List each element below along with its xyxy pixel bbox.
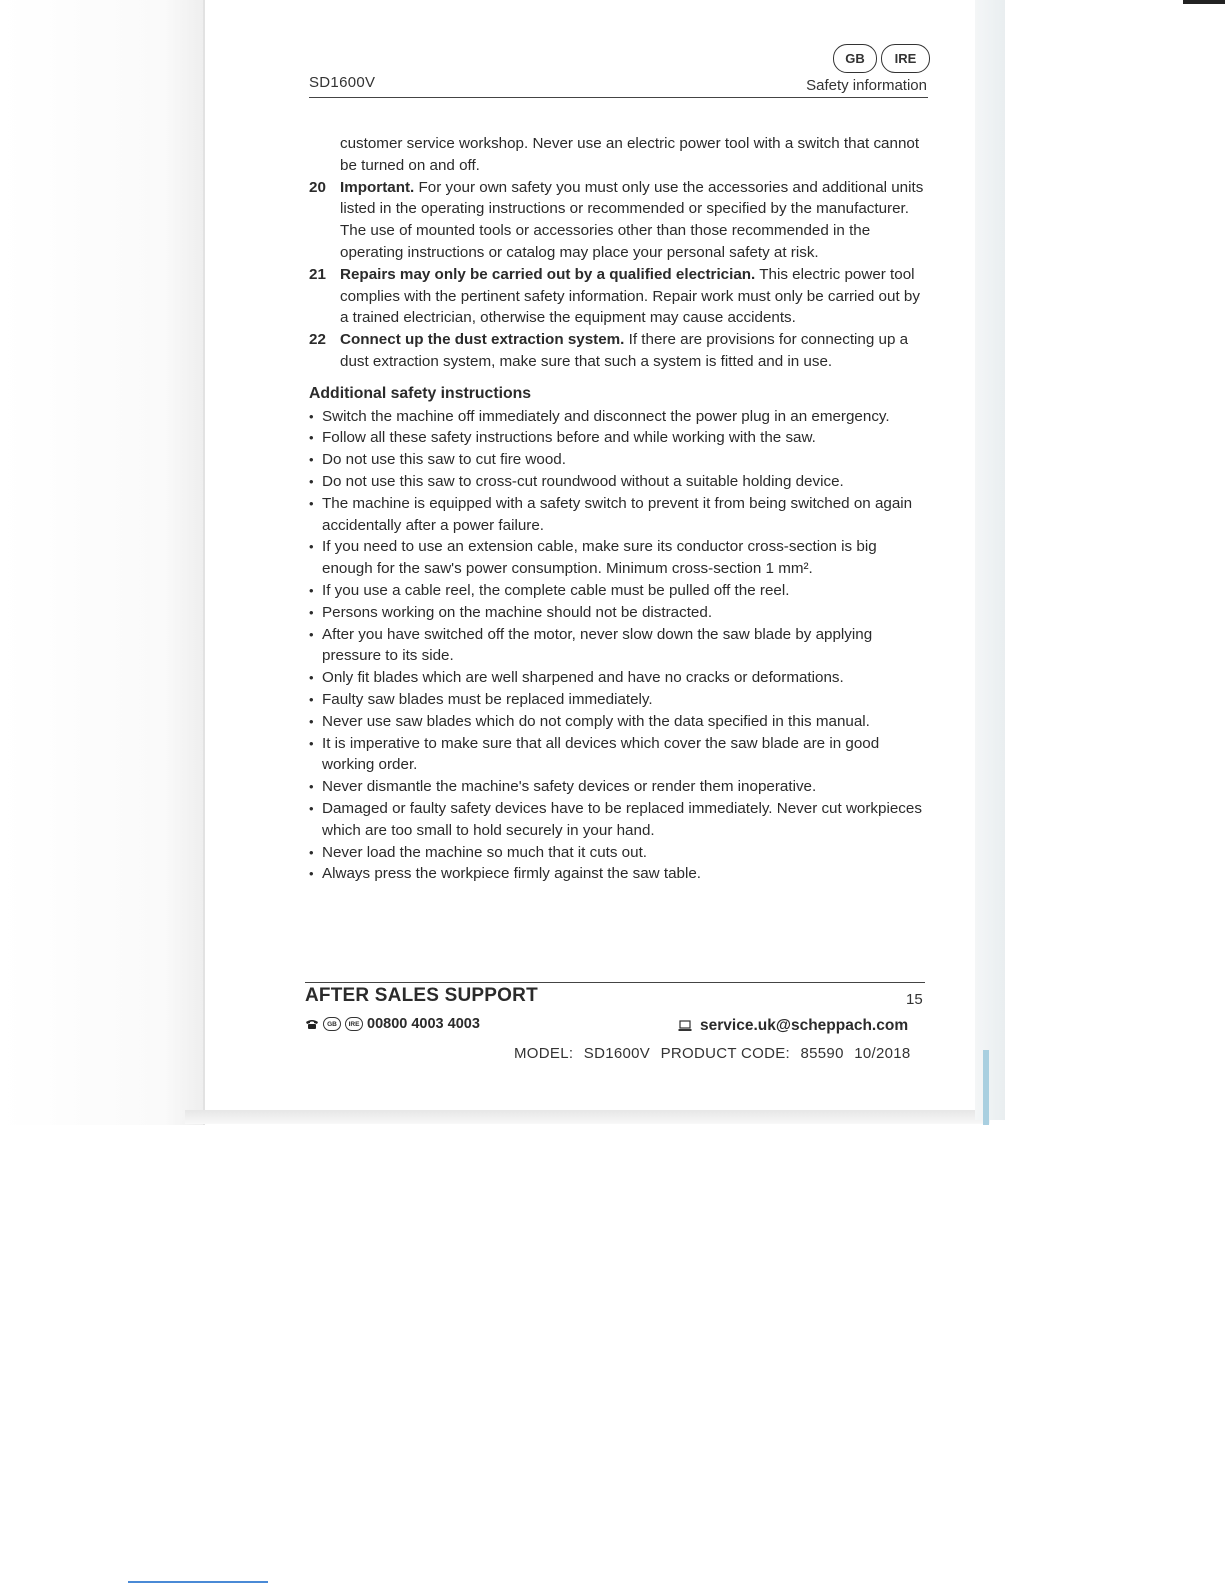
product-code-value: 85590 <box>800 1045 844 1062</box>
model-value: SD1600V <box>583 1045 651 1062</box>
header-section-title: Safety information <box>806 77 927 94</box>
list-item: • Always press the workpiece firmly against the saw table. <box>309 863 929 885</box>
item-number: 22 <box>309 331 326 349</box>
list-item: • Persons working on the machine should not be distracted. <box>309 602 929 624</box>
support-phone <box>305 1016 480 1032</box>
item-number: 21 <box>309 265 326 283</box>
list-item: • Faulty saw blades must be replaced immediately. <box>309 689 929 711</box>
list-item: • Do not use this saw to cross-cut roundwood without a suitable holding device. <box>309 471 929 493</box>
continued-paragraph <box>309 133 929 177</box>
laptop-icon <box>678 1020 692 1032</box>
phone-ire-badge: IRE <box>345 1017 363 1031</box>
additional-safety-heading: Additional safety instructions <box>309 384 532 402</box>
model-product-line <box>514 1045 917 1062</box>
item-text: For your own safety you must only use the accessories and additional units listed in the operating instructions or recommended or specified by the manufacturer. The use of mounted tools or accessories other than those recommended in the operating instructions or catalog may place your personal safety at risk. <box>340 178 924 261</box>
telephone-icon <box>305 1019 319 1030</box>
item-lead: Important. <box>340 178 415 196</box>
item-lead: Repairs may only be carried out by a qualified electrician. <box>340 265 756 283</box>
item-text: If there are provisions for connecting up a dust extraction system, make sure that such a system is fitted and in use. <box>340 331 909 370</box>
phone-number: 00800 4003 4003 <box>367 1016 480 1032</box>
header-model: SD1600V <box>309 74 376 91</box>
model-label: MODEL: <box>514 1045 574 1062</box>
item-lead: Connect up the dust extraction system. <box>340 331 625 349</box>
item-text: This electric power tool complies with the pertinent safety information. Repair work must only be carried out by a trained electrician, otherwise the equipment may cause accidents. <box>340 265 920 327</box>
list-item: • Damaged or faulty safety devices have to be replaced immediately. Never cut workpieces which are too small to hold securely in your hand. <box>309 798 929 842</box>
after-sales-heading: AFTER SALES SUPPORT <box>305 985 538 1006</box>
phone-gb-badge: GB <box>323 1017 341 1031</box>
additional-safety-list <box>309 406 929 886</box>
page-number: 15 <box>906 991 923 1008</box>
footer-divider <box>305 982 925 983</box>
edition-date: 10/2018 <box>854 1045 911 1062</box>
list-item: • It is imperative to make sure that all devices which cover the saw blade are in good working order. <box>309 733 929 777</box>
list-item: • Only fit blades which are well sharpened and have no cracks or deformations. <box>309 667 929 689</box>
list-item: • Never load the machine so much that it cuts out. <box>309 842 929 864</box>
numbered-item <box>309 264 929 329</box>
list-item: • After you have switched off the motor, never slow down the saw blade by applying pressure to its side. <box>309 624 929 668</box>
list-item: • The machine is equipped with a safety switch to prevent it from being switched on again accidentally after a power failure. <box>309 493 929 537</box>
list-item: • Do not use this saw to cut fire wood. <box>309 449 929 471</box>
flag-ire-badge: IRE <box>881 44 930 73</box>
continued-text: customer service workshop. Never use an electric power tool with a switch that cannot be turned on and off. <box>340 135 920 174</box>
list-item: • If you use a cable reel, the complete cable must be pulled off the reel. <box>309 580 929 602</box>
item-number: 20 <box>309 178 326 196</box>
flag-gb-badge: GB <box>833 44 877 73</box>
numbered-item <box>309 177 929 264</box>
body-text <box>309 133 929 885</box>
list-item: • Never use saw blades which do not comply with the data specified in this manual. <box>309 711 929 733</box>
support-email <box>678 1017 908 1035</box>
email-address: service.uk@scheppach.com <box>700 1017 909 1034</box>
product-code-label: PRODUCT CODE: <box>660 1045 791 1062</box>
country-flags <box>833 44 930 73</box>
header-divider <box>309 97 928 98</box>
numbered-item <box>309 329 929 373</box>
list-item: • Never dismantle the machine's safety devices or render them inoperative. <box>309 776 929 798</box>
list-item: • Switch the machine off immediately and disconnect the power plug in an emergency. <box>309 406 929 428</box>
list-item: • If you need to use an extension cable, make sure its conductor cross-section is big enough for the saw's power consumption. Minimum cross-section 1 mm². <box>309 536 929 580</box>
list-item: • Follow all these safety instructions before and while working with the saw. <box>309 427 929 449</box>
